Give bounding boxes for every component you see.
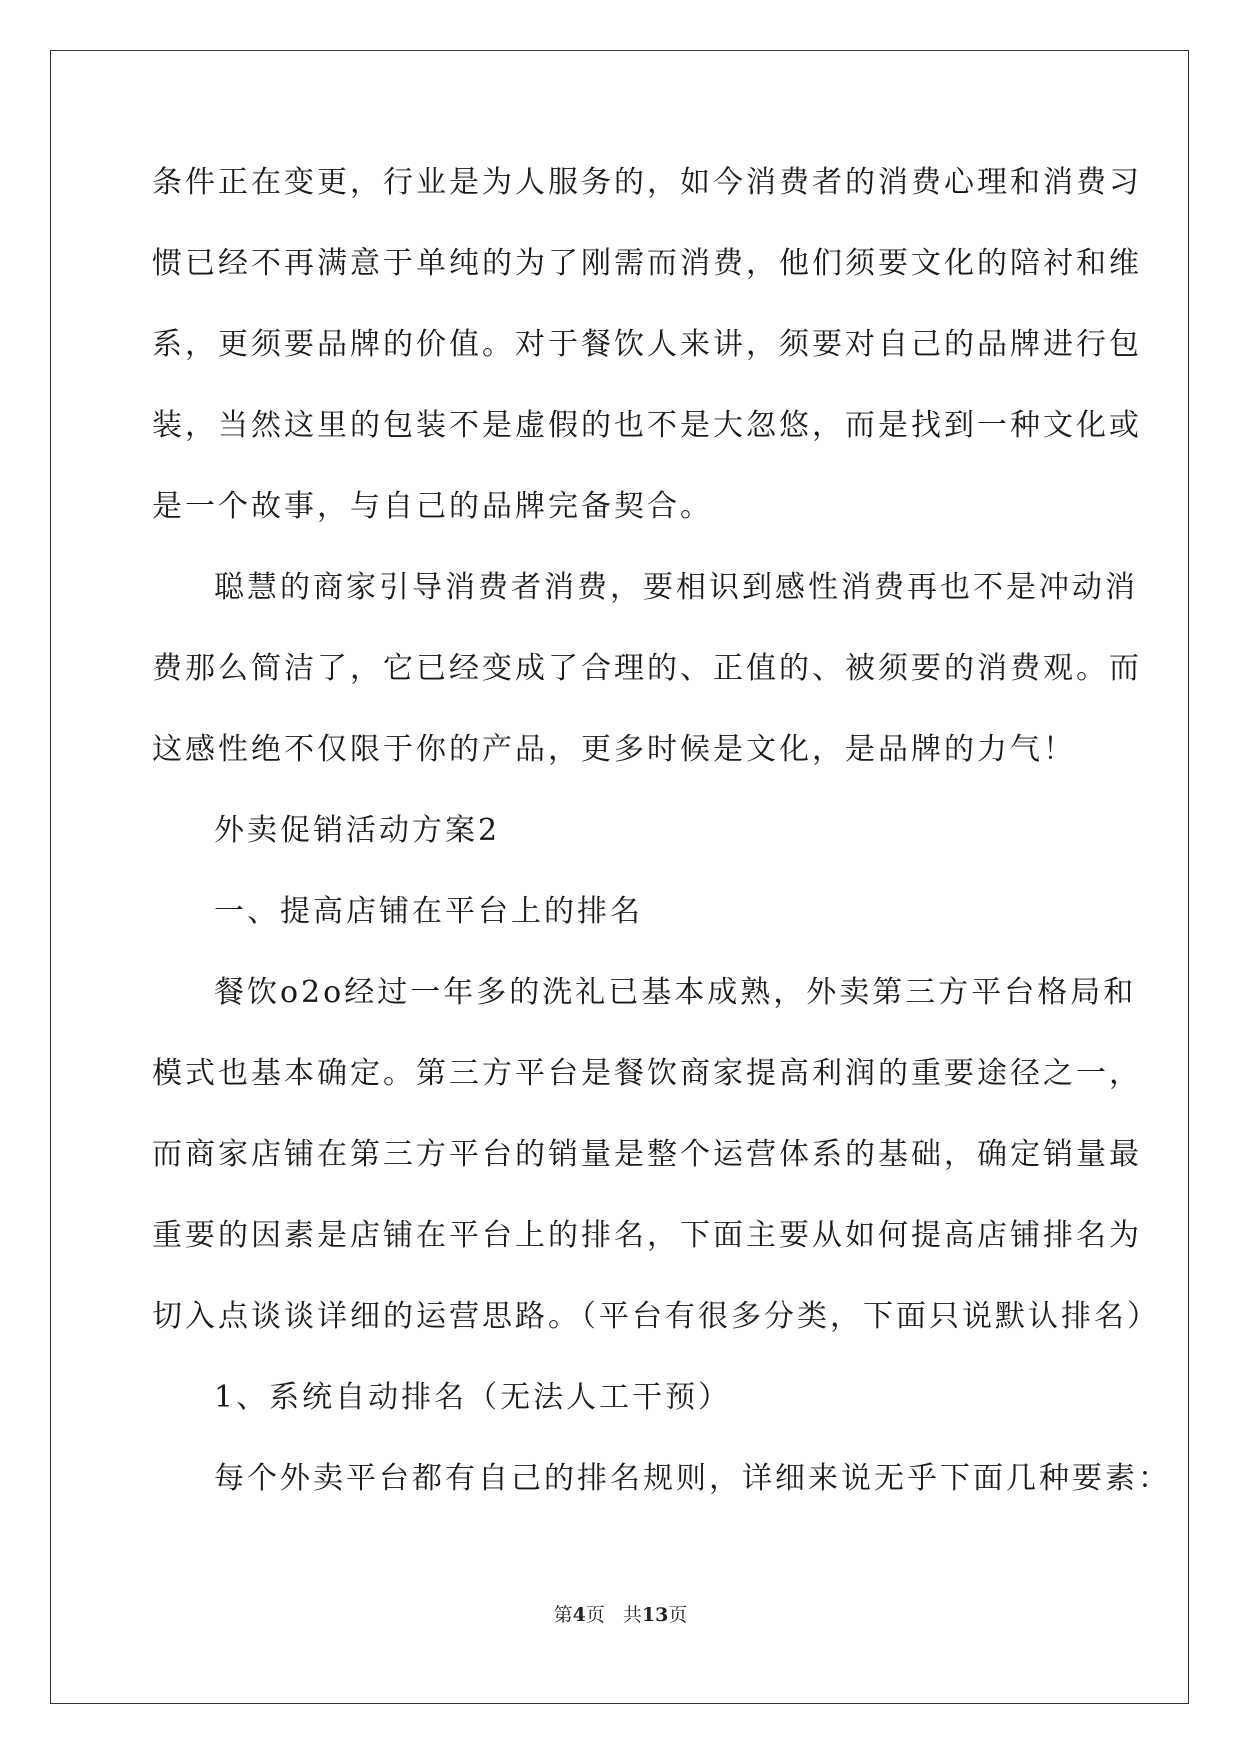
document-body bbox=[152, 158, 1171, 1535]
text-line: 重要的因素是店铺在平台上的排名，下面主要从如何提高店铺排名为 bbox=[152, 1218, 1142, 1253]
footer-page-suffix: 页 bbox=[585, 1604, 605, 1626]
text-line: 聪慧的商家引导消费者消费，要相识到感性消费再也不是冲动消 bbox=[214, 570, 1138, 605]
text-line: 切入点谈谈详细的运营思路。（平台有很多分类，下面只说默认排名） bbox=[152, 1299, 1160, 1334]
total-page-number: 13 bbox=[641, 1604, 669, 1626]
text-line: 餐饮o2o经过一年多的洗礼已基本成熟，外卖第三方平台格局和 bbox=[214, 975, 1137, 1010]
footer-total-suffix: 页 bbox=[668, 1604, 688, 1626]
text-line: 外卖促销活动方案2 bbox=[214, 813, 501, 848]
text-line: 费那么简洁了，它已经变成了合理的、正值的、被须要的消费观。而 bbox=[152, 651, 1142, 686]
footer-prefix: 第 bbox=[553, 1604, 573, 1626]
text-line: 系，更须要品牌的价值。对于餐饮人来讲，须要对自己的品牌进行包 bbox=[152, 327, 1142, 362]
text-line: 这感性绝不仅限于你的产品，更多时候是文化，是品牌的力气！ bbox=[152, 732, 1076, 767]
text-line: 装，当然这里的包装不是虚假的也不是大忽悠，而是找到一种文化或 bbox=[152, 408, 1142, 443]
text-line: 一、提高店铺在平台上的排名 bbox=[214, 894, 643, 929]
footer-total-prefix: 共 bbox=[622, 1604, 642, 1626]
text-line: 每个外卖平台都有自己的排名规则，详细来说无乎下面几种要素： bbox=[214, 1461, 1171, 1496]
text-line: 1、系统自动排名（无法人工干预） bbox=[214, 1380, 732, 1415]
text-line: 条件正在变更，行业是为人服务的，如今消费者的消费心理和消费习 bbox=[152, 165, 1142, 200]
current-page-number: 4 bbox=[572, 1604, 586, 1626]
text-line: 是一个故事，与自己的品牌完备契合。 bbox=[152, 489, 713, 524]
text-line: 模式也基本确定。第三方平台是餐饮商家提高利润的重要途径之一， bbox=[152, 1056, 1142, 1091]
text-line: 而商家店铺在第三方平台的销量是整个运营体系的基础，确定销量最 bbox=[152, 1137, 1142, 1172]
page-footer bbox=[0, 1600, 1241, 1627]
text-line: 惯已经不再满意于单纯的为了刚需而消费，他们须要文化的陪衬和维 bbox=[152, 246, 1142, 281]
